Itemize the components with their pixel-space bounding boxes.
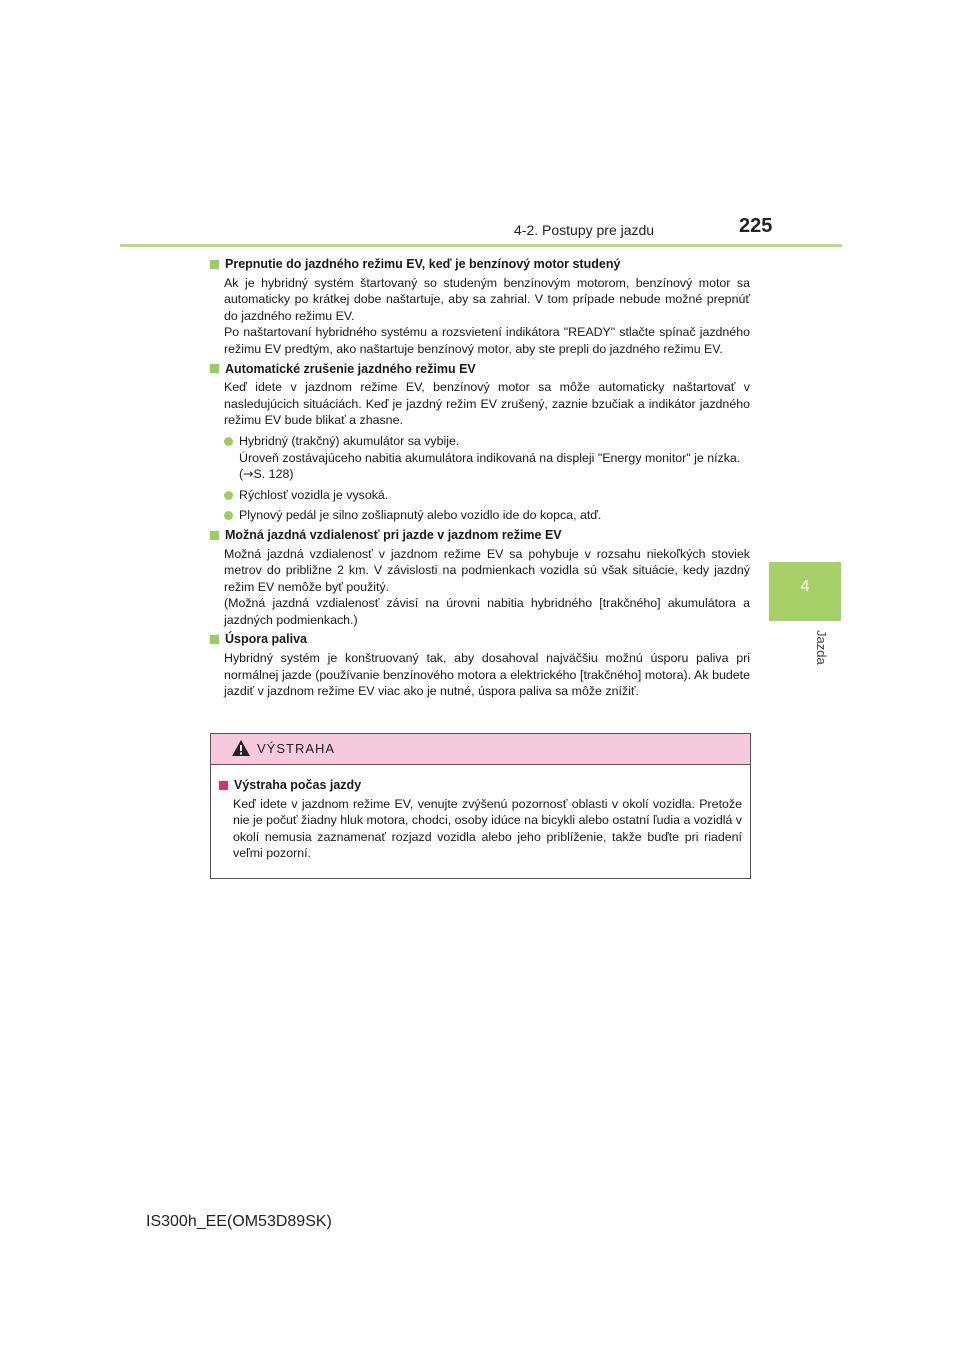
section-ev-range — [210, 527, 750, 629]
section-title: Možná jazdná vzdialenosť pri jazde v jazdnom režime EV — [210, 527, 750, 544]
running-header-section: 4-2. Postupy pre jazdu — [514, 222, 655, 238]
warning-triangle-icon — [231, 739, 251, 757]
list-item: Rýchlosť vozidla je vysoká. — [224, 487, 750, 504]
circle-bullet-icon — [224, 511, 233, 520]
chapter-tab-label: Jazda — [814, 630, 829, 665]
section-title: Prepnutie do jazdného režimu EV, keď je benzínový motor studený — [210, 256, 750, 273]
list-item: Hybridný (trakčný) akumulátor sa vybije. Úroveň zostávajúceho nabitia akumulátora indikovaná na displeji "Energy monitor" je nízka. (→S. 128) — [224, 433, 750, 483]
warning-box — [210, 733, 751, 879]
warning-title: VÝSTRAHA — [257, 741, 336, 756]
header-rule — [120, 244, 842, 247]
square-bullet-icon — [210, 260, 219, 269]
footer-model-code: IS300h_EE(OM53D89SK) — [146, 1213, 332, 1230]
warning-subtitle: Výstraha počas jazdy — [219, 777, 742, 794]
section-ev-auto-cancel — [210, 361, 750, 524]
square-bullet-icon — [210, 635, 219, 644]
paragraph: Hybridný systém je konštruovaný tak, aby dosahoval najväčšiu možnú úsporu paliva pri normálnej jazde (používanie benzínového motora a elektrického [trakčného] motora). Ak budete jazdiť v jazdnom režime EV viac ako je nutné, úspora paliva sa môže znížiť. — [224, 651, 750, 699]
warning-body — [211, 765, 750, 862]
main-content — [210, 256, 750, 703]
arrow-right-icon: → — [243, 466, 254, 482]
paragraph: Možná jazdná vzdialenosť v jazdnom režime EV sa pohybuje v rozsahu niekoľkých stoviek metrov do približne 2 km. V závislosti na podmienkach vozidla sú však situácie, kedy jazdný režim EV nemôže byť použitý. — [224, 546, 750, 594]
warning-text: Keď idete v jazdnom režime EV, venujte zvýšenú pozornosť oblasti v okolí vozidla. Pretože nie je počuť žiadny hluk motora, chodci, osoby idúce na bicykli alebo ostatní ľudia a vozidlá v okolí nemusia zaznamenať rozjazd vozidla alebo jeho priblíženie, takže buďte pri riadení veľmi pozorní. — [233, 796, 742, 861]
section-title: Automatické zrušenie jazdného režimu EV — [210, 361, 750, 378]
paragraph: (Možná jazdná vzdialenosť závisí na úrovni nabitia hybridného [trakčného] akumulátora a jazdných podmienkach.) — [224, 596, 750, 627]
chapter-tab-number: 4 — [800, 578, 810, 595]
square-bullet-icon — [219, 781, 228, 790]
section-ev-cold-engine — [210, 256, 750, 358]
square-bullet-icon — [210, 364, 219, 373]
section-title: Úspora paliva — [210, 631, 750, 648]
paragraph: Keď idete v jazdnom režime EV, benzínový motor sa môže automaticky naštartovať v nasledujúcich situáciách. Keď je jazdný režim EV zrušený, zaznie bzučiak a indikátor jazdného režimu EV bude blikať a zhasne. — [224, 380, 750, 428]
chapter-tab — [769, 562, 841, 621]
page-number: 225 — [739, 215, 773, 237]
circle-bullet-icon — [224, 437, 233, 446]
list-item: Plynový pedál je silno zošliapnutý alebo vozidlo ide do kopca, atď. — [224, 507, 750, 524]
warning-header — [211, 734, 750, 765]
paragraph: Po naštartovaní hybridného systému a rozsvietení indikátora "READY" stlačte spínač jazdného režimu EV predtým, ako naštartuje benzínový motor, aby ste prepli do jazdného režimu EV. — [224, 325, 750, 356]
section-fuel-economy — [210, 631, 750, 699]
circle-bullet-icon — [224, 491, 233, 500]
page-reference-link[interactable]: S. 128) — [253, 467, 294, 482]
square-bullet-icon — [210, 531, 219, 540]
paragraph: Ak je hybridný systém štartovaný so studeným benzínovým motorom, benzínový motor sa automaticky po krátkej dobe naštartuje, aby sa zahrial. V tom prípade nebude možné prepnúť do jazdného režimu EV. — [224, 275, 750, 323]
